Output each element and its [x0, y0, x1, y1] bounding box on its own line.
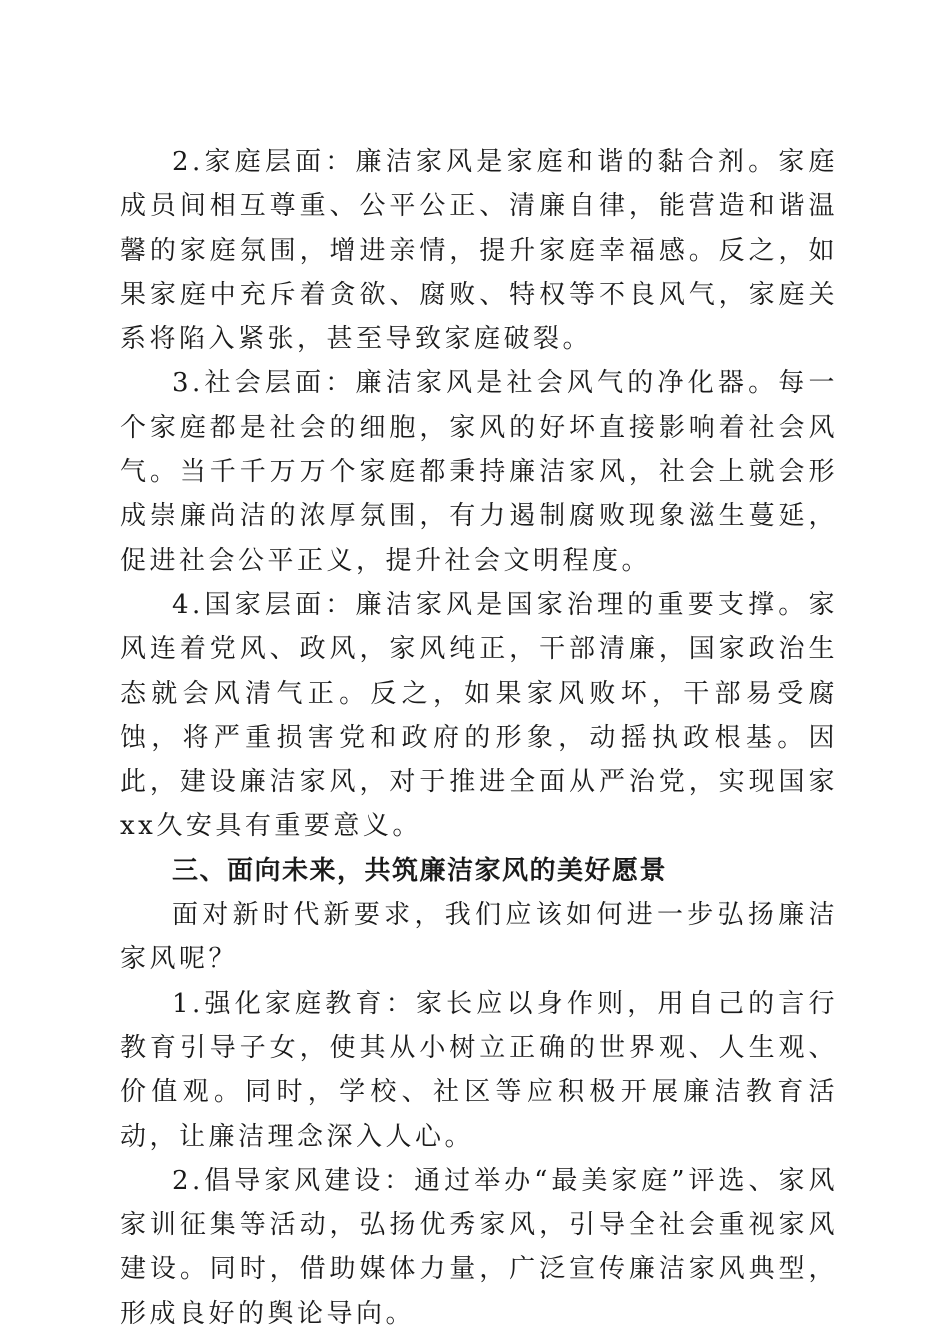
- paragraph-section-three-intro: 面对新时代新要求，我们应该如何进一步弘扬廉洁家风呢？: [120, 900, 838, 975]
- paragraph-nation-level: 4.国家层面：廉洁家风是国家治理的重要支撑。家风连着党风、政风，家风纯正，干部清廉，国家政治生态就会风清气正。反之，如果家风败坏，干部易受腐蚀，将严重损害党和政府的形象，动摇执政根基。因此，建设廉洁家风，对于推进全面从严治党，实现国家xx久安具有重要意义。: [120, 589, 838, 842]
- paragraph-society-level: 3.社会层面：廉洁家风是社会风气的净化器。每一个家庭都是社会的细胞，家风的好坏直接影响着社会风气。当千千万万个家庭都秉持廉洁家风，社会上就会形成崇廉尚洁的浓厚氛围，有力遏制腐败现象滋生蔓延，促进社会公平正义，提升社会文明程度。: [120, 368, 838, 576]
- document-body: [120, 140, 838, 1336]
- paragraph-family-level: 2.家庭层面：廉洁家风是家庭和谐的黏合剂。家庭成员间相互尊重、公平公正、清廉自律，能营造和谐温馨的家庭氛围，增进亲情，提升家庭幸福感。反之，如果家庭中充斥着贪欲、腐败、特权等不良风气，家庭关系将陷入紧张，甚至导致家庭破裂。: [120, 147, 838, 355]
- section-three-heading: 三、面向未来，共筑廉洁家风的美好愿景: [172, 855, 668, 886]
- paragraph-strengthen-education: 1.强化家庭教育：家长应以身作则，用自己的言行教育引导子女，使其从小树立正确的世界观、人生观、价值观。同时，学校、社区等应积极开展廉洁教育活动，让廉洁理念深入人心。: [120, 988, 838, 1152]
- paragraph-advocate-building: 2.倡导家风建设：通过举办“最美家庭”评选、家风家训征集等活动，弘扬优秀家风，引导全社会重视家风建设。同时，借助媒体力量，广泛宣传廉洁家风典型，形成良好的舆论导向。: [120, 1165, 838, 1329]
